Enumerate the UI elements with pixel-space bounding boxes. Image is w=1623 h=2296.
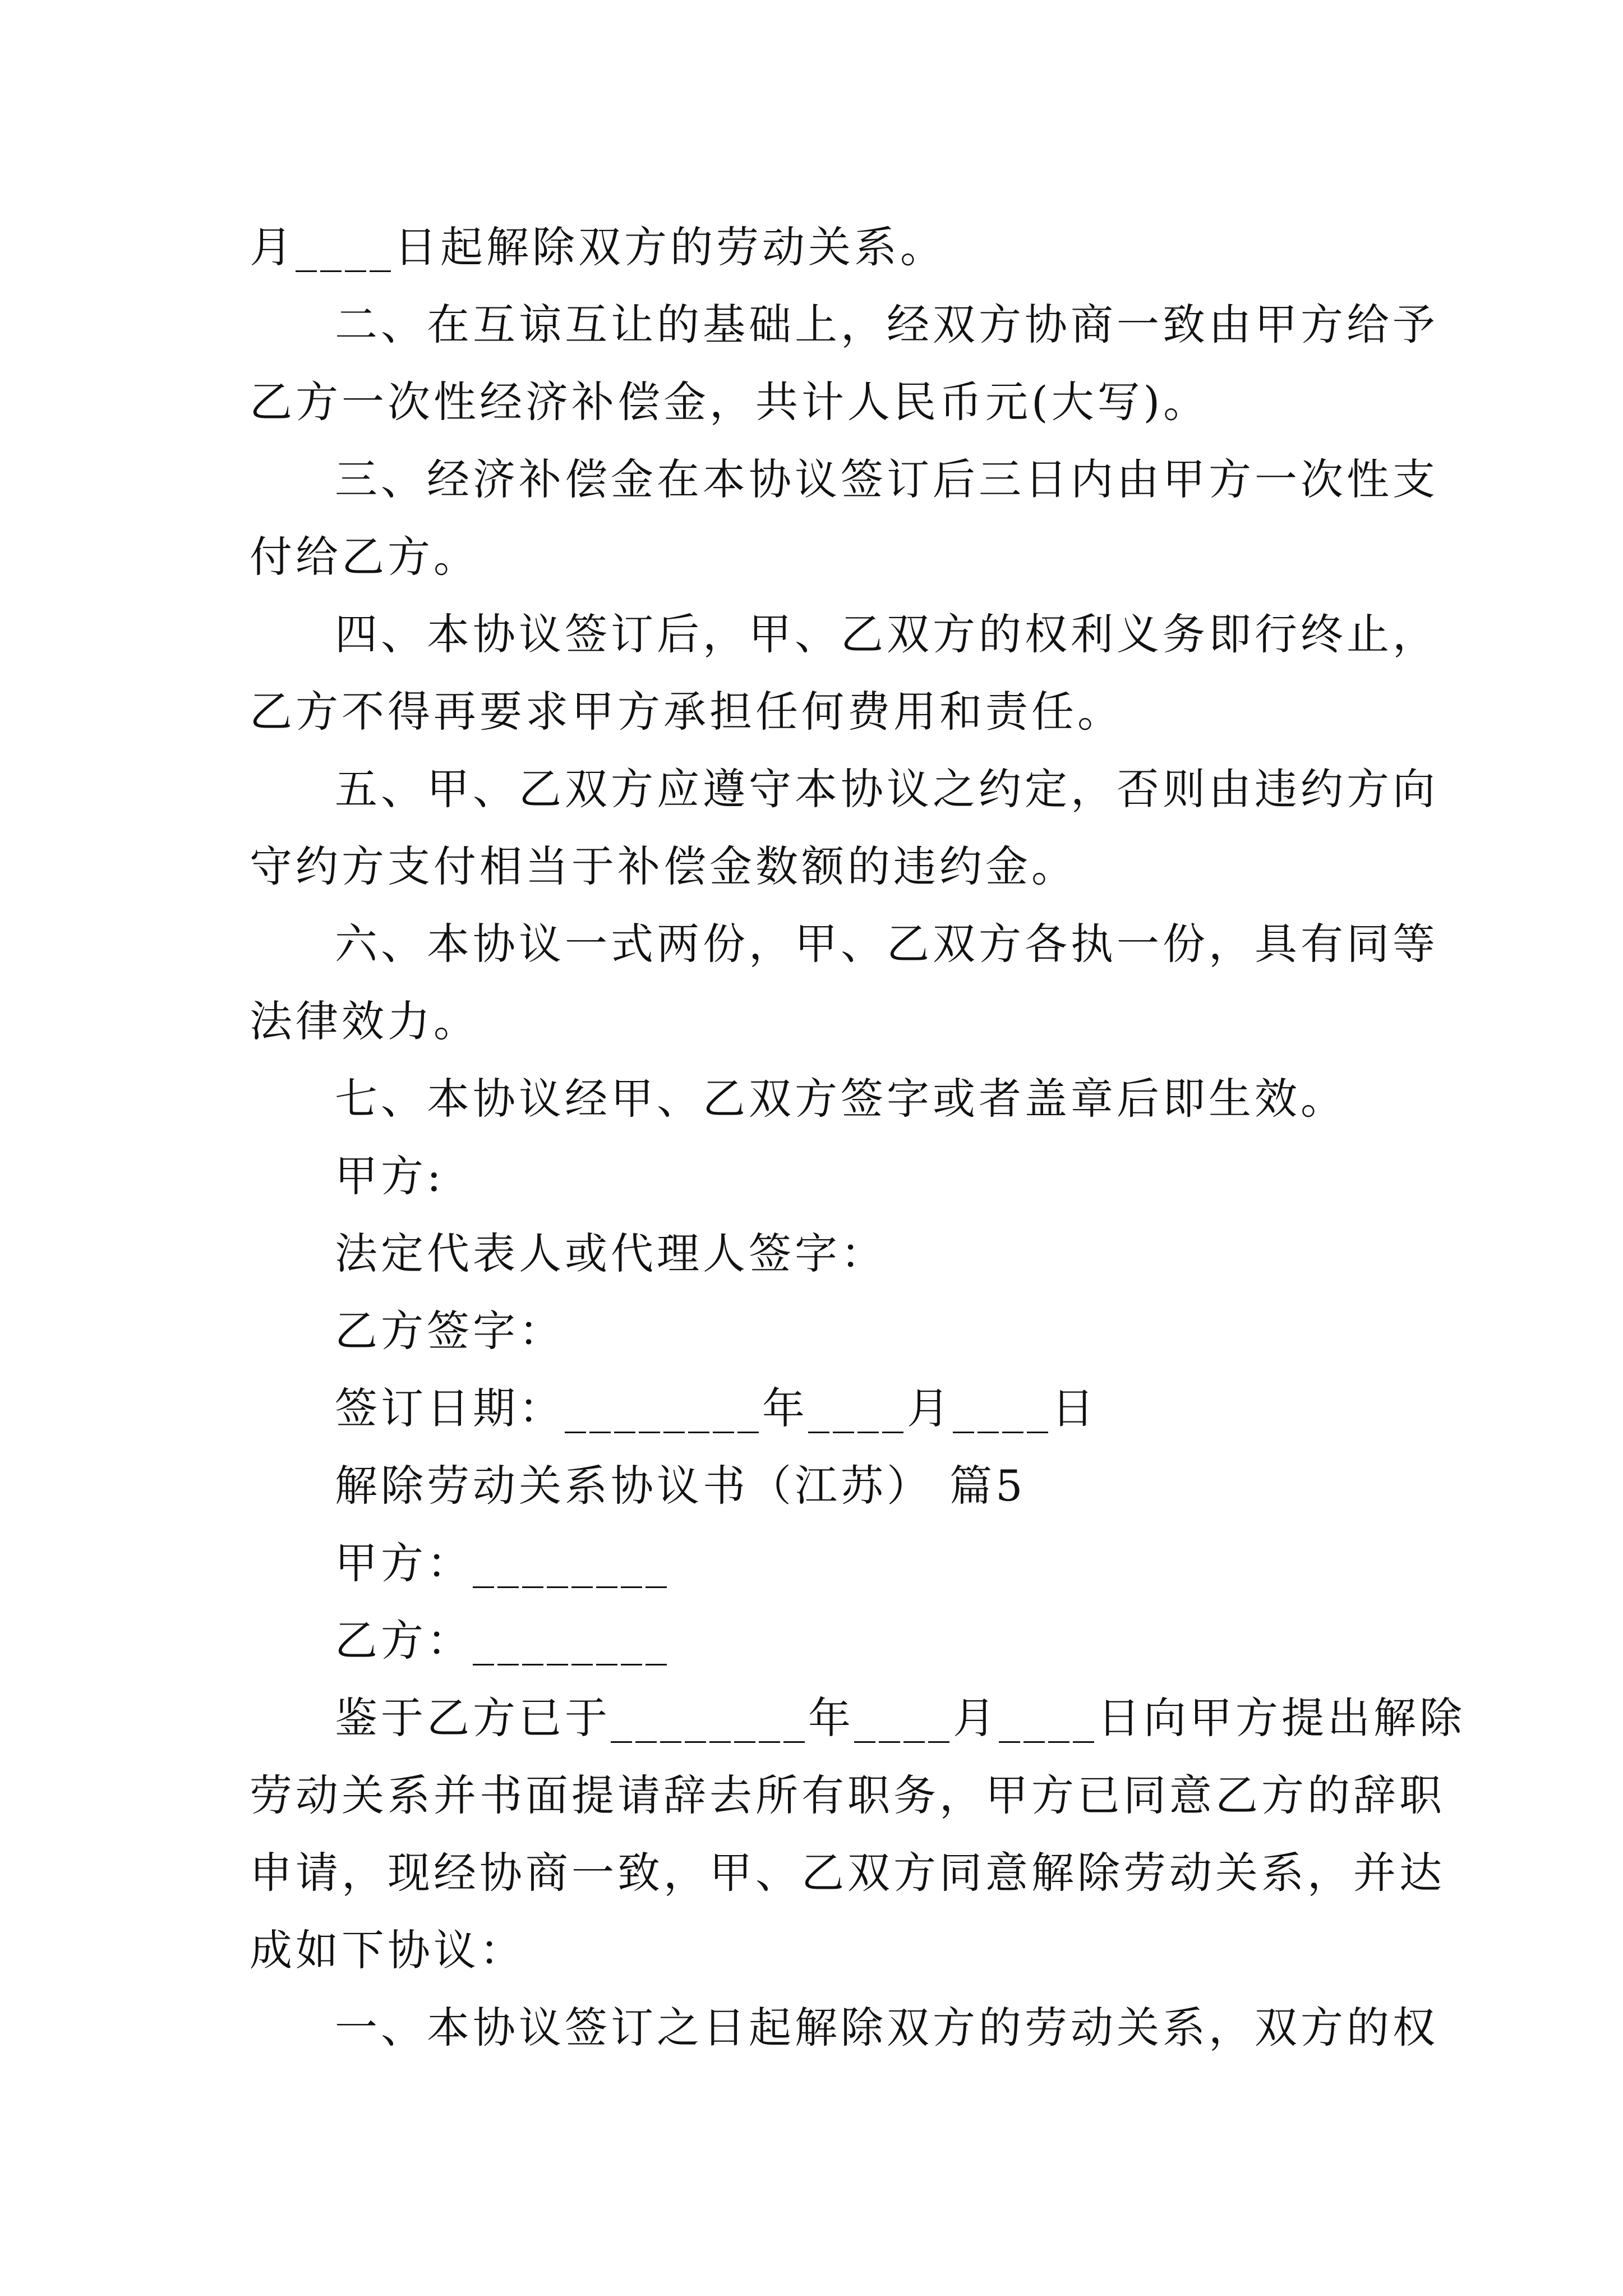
text-line: 七、本协议经甲、乙双方签字或者盖章后即生效。 (335, 1074, 1347, 1124)
text-line: 三、经济补偿金在本协议签订后三日内由甲方一次性支 (335, 454, 1438, 504)
text-line: 申请，现经协商一致，甲、乙双方同意解除劳动关系，并达 (250, 1848, 1445, 1898)
document-body (250, 209, 1465, 2067)
text-line: 一、本协议签订之日起解除双方的劳动关系，双方的权 (335, 2003, 1438, 2053)
section-title: 解除劳动关系协议书（江苏） 篇5 (335, 1461, 1026, 1511)
representative-signature-label: 法定代表人或代理人签字： (335, 1228, 887, 1278)
text-line: 乙方不得再要求甲方承担任何费用和责任。 (250, 687, 1123, 737)
text-line: 鉴于乙方已于________年____月____日向甲方提出解除 (335, 1693, 1465, 1743)
text-line: 劳动关系并书面提请辞去所有职务，甲方已同意乙方的辞职 (250, 1770, 1445, 1820)
text-line: 法律效力。 (250, 996, 479, 1046)
text-line: 六、本协议一式两份，甲、乙双方各执一份，具有同等 (335, 919, 1438, 969)
party-a-label: 甲方: (335, 1151, 445, 1201)
party-b-signature-label: 乙方签字： (335, 1306, 565, 1356)
text-line: 二、在互谅互让的基础上，经双方协商一致由甲方给予 (335, 300, 1438, 349)
text-line: 乙方一次性经济补偿金，共计人民币元(大写)。 (250, 377, 1210, 427)
text-line: 成如下协议： (250, 1925, 525, 1975)
text-line: 付给乙方。 (250, 532, 479, 582)
text-line: 五、甲、乙双方应遵守本协议之约定，否则由违约方向 (335, 764, 1438, 814)
text-line: 四、本协议签订后，甲、乙双方的权利义务即行终止， (335, 609, 1438, 659)
text-line: 守约方支付相当于补偿金数额的违约金。 (250, 841, 1077, 891)
signing-date-label: 签订日期：________年____月____日 (335, 1383, 1098, 1433)
text-line: 月____日起解除双方的劳动关系。 (250, 222, 946, 272)
party-b-field: 乙方：________ (335, 1616, 670, 1665)
party-a-field: 甲方：________ (335, 1538, 670, 1588)
